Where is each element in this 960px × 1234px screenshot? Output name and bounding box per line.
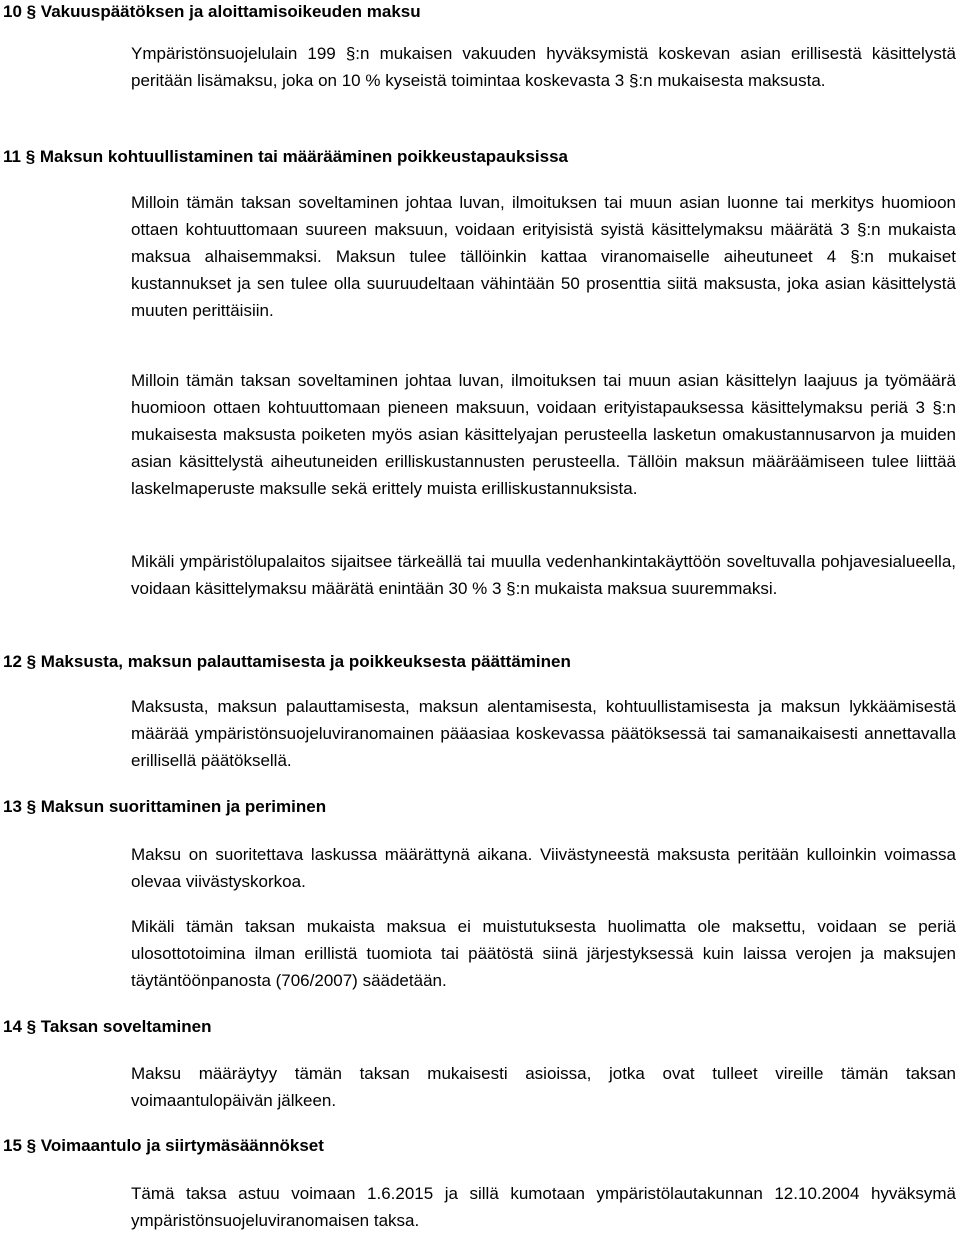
section-11-paragraph-3: Mikäli ympäristölupalaitos sijaitsee tärkeällä tai muulla vedenhankintakäyttöön soveltuvalla pohjavesialueella, voidaan käsittelymaksu määrätä enintään 30 % 3 §:n mukaista maksua suuremmaksi. [131, 552, 956, 598]
section-11-paragraph-2: Milloin tämän taksan soveltaminen johtaa luvan, ilmoituksen tai muun asian käsittelyn laajuus ja työmäärä huomioon ottaen kohtuuttomaan pieneen maksuun, voidaan erityistapauksessa käsittelymaksu periä 3 §:n mukaisesta maksusta poiketen myös asian käsittelyajan perusteella lasketun omakustannusarvon ja muiden asian käsittelystä aiheutuneiden erilliskustannusten perusteella. Tällöin maksun määräämiseen tulee liittää laskelmaperuste maksulle sekä erittely muista erilliskustannuksista. [131, 371, 956, 498]
section-14-heading: 14 § Taksan soveltaminen [3, 1017, 212, 1036]
section-15-paragraph-1: Tämä taksa astuu voimaan 1.6.2015 ja sillä kumotaan ympäristölautakunnan 12.10.2004 hyväksymä ympäristönsuojeluviranomaisen taksa. [131, 1184, 956, 1230]
section-10-paragraph-1: Ympäristönsuojelulain 199 §:n mukaisen vakuuden hyväksymistä koskevan asian erillisestä käsittelystä peritään lisämaksu, joka on 10 % kyseistä toimintaa koskevasta 3 §:n mukaisesta maksusta. [131, 44, 956, 90]
section-11-heading: 11 § Maksun kohtuullistaminen tai määrääminen poikkeustapauksissa [3, 147, 568, 166]
section-10-heading: 10 § Vakuuspäätöksen ja aloittamisoikeuden maksu [3, 2, 421, 21]
section-12-heading: 12 § Maksusta, maksun palauttamisesta ja poikkeuksesta päättäminen [3, 652, 571, 671]
section-13-paragraph-2: Mikäli tämän taksan mukaista maksua ei muistutuksesta huolimatta ole maksettu, voidaan se periä ulosottotoimina ilman erillistä tuomiota tai päätöstä siinä järjestyksessä kuin laissa verojen ja maksujen täytäntöönpanosta (706/2007) säädetään. [131, 917, 956, 990]
section-12-paragraph-1: Maksusta, maksun palauttamisesta, maksun alentamisesta, kohtuullistamisesta ja maksun lykkäämisestä määrää ympäristönsuojeluviranomainen pääasiaa koskevassa päätöksessä tai samanaikaisesti annettavalla erillisellä päätöksellä. [131, 697, 956, 770]
section-14-paragraph-1: Maksu määräytyy tämän taksan mukaisesti asioissa, jotka ovat tulleet vireille tämän taksan voimaantulopäivän jälkeen. [131, 1064, 956, 1110]
section-11-paragraph-1: Milloin tämän taksan soveltaminen johtaa luvan, ilmoituksen tai muun asian luonne tai merkitys huomioon ottaen kohtuuttomaan suureen maksuun, voidaan erityisistä syistä käsittelymaksu määrätä 3 §:n mukaista maksua alhaisemmaksi. Maksun tulee tällöinkin kattaa viranomaiselle aiheutuneet 4 §:n mukaiset kustannukset ja sen tulee olla suuruudeltaan vähintään 50 prosenttia siitä maksusta, joka asian käsittelystä muuten perittäisiin. [131, 193, 956, 320]
section-15-heading: 15 § Voimaantulo ja siirtymäsäännökset [3, 1136, 324, 1155]
section-13-heading: 13 § Maksun suorittaminen ja periminen [3, 797, 327, 816]
section-13-paragraph-1: Maksu on suoritettava laskussa määrättynä aikana. Viivästyneestä maksusta peritään kulloinkin voimassa olevaa viivästyskorkoa. [131, 845, 956, 891]
